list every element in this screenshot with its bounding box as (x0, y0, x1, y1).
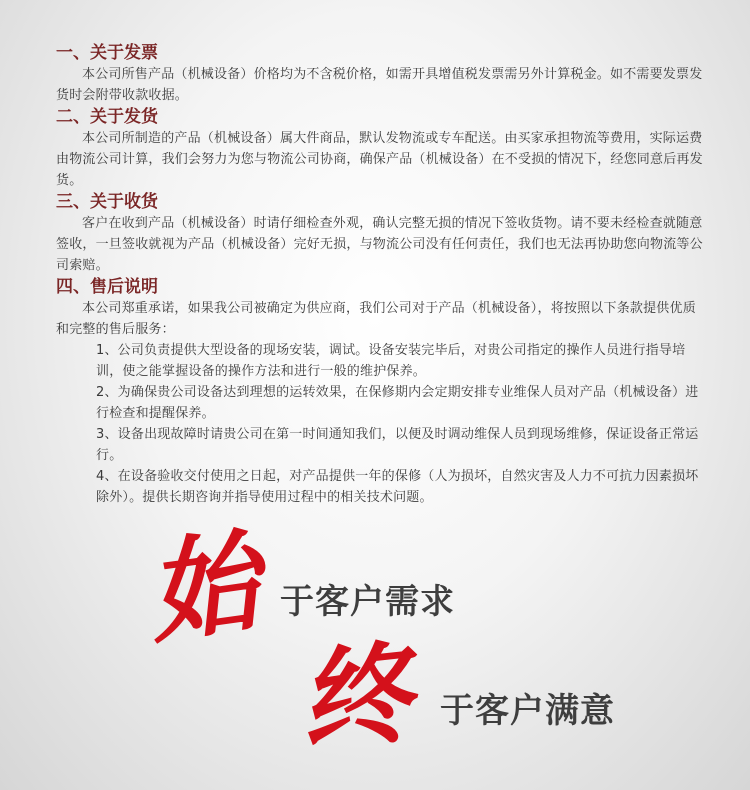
section-paragraph: 本公司郑重承诺，如果我公司被确定为供应商，我们公司对于产品（机械设备），将按照以下条款提供优质和完整的售后服务： (56, 301, 696, 337)
calligraphy-zhong: 终 (293, 627, 417, 768)
list-item: 1、公司负责提供大型设备的现场安装，调试。设备安装完毕后，对贵公司指定的操作人员进行指导培训，使之能掌握设备的操作方法和进行一般的维护保养。 (96, 343, 686, 379)
calligraphy-shi: 始 (139, 515, 267, 660)
slogan-line-2: 于客户满意 (440, 691, 615, 731)
after-sales-list (96, 340, 706, 508)
policy-document (56, 42, 706, 508)
section-shipping (56, 106, 706, 191)
list-item: 4、在设备验收交付使用之日起，对产品提供一年的保修（人为损坏，自然灾害及人力不可抗力因素损坏除外）。提供长期咨询并指导使用过程中的相关技术问题。 (96, 469, 699, 505)
list-item: 3、设备出现故障时请贵公司在第一时间通知我们，以便及时调动维保人员到现场维修，保证设备正常运行。 (96, 427, 699, 463)
section-paragraph: 客户在收到产品（机械设备）时请仔细检查外观，确认完整无损的情况下签收货物。请不要未经检查就随意签收，一旦签收就视为产品（机械设备）完好无损，与物流公司没有任何责任，我们也无法再协助您向物流等公司索赔。 (56, 216, 703, 273)
section-heading: 四、售后说明 (56, 277, 158, 297)
list-item: 2、为确保贵公司设备达到理想的运转效果，在保修期内会定期安排专业维保人员对产品（机械设备）进行检查和提醒保养。 (96, 385, 699, 421)
slogan-line-1: 于客户需求 (280, 582, 455, 622)
section-heading: 一、关于发票 (56, 43, 158, 63)
section-paragraph: 本公司所制造的产品（机械设备）属大件商品，默认发物流或专车配送。由买家承担物流等费用，实际运费由物流公司计算，我们会努力为您与物流公司协商，确保产品（机械设备）在不受损的情况下，经您同意后再发货。 (56, 131, 703, 188)
section-invoice (56, 42, 706, 106)
section-heading: 二、关于发货 (56, 107, 158, 127)
section-receiving (56, 191, 706, 276)
section-after-sales (56, 276, 706, 508)
section-paragraph: 本公司所售产品（机械设备）价格均为不含税价格，如需开具增值税发票需另外计算税金。如不需要发票发货时会附带收款收据。 (56, 67, 703, 103)
section-heading: 三、关于收货 (56, 192, 158, 212)
